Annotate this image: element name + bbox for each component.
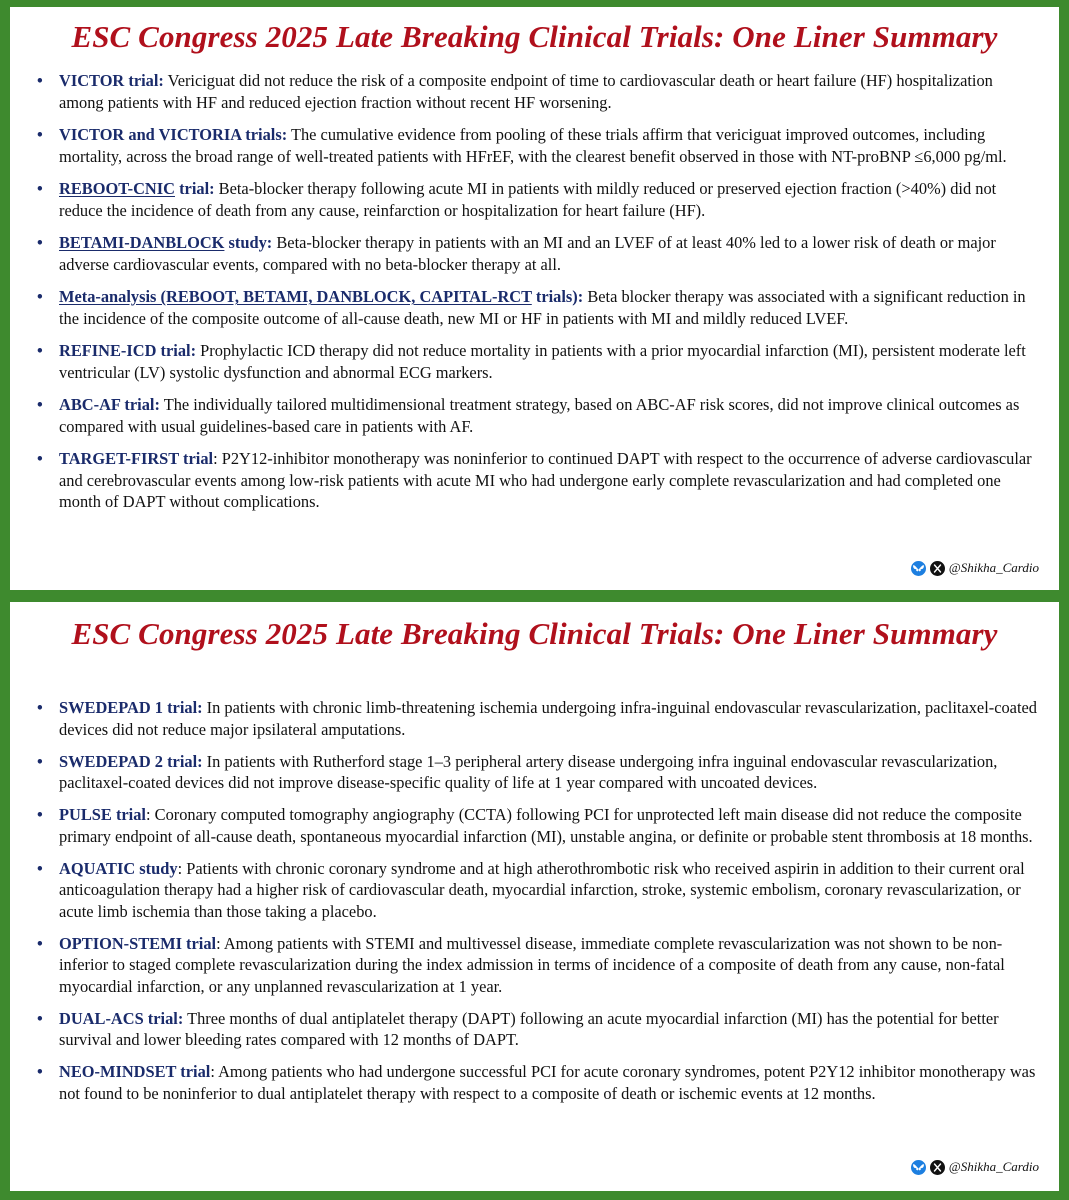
trial-text: : Among patients who had undergone successful PCI for acute coronary syndromes, potent P2Y12 inhibitor monotherapy was not found to be noninferior to dual antiplatelet therapy with respect to a composite of death or ischemic events at 12 months. xyxy=(59,1062,1036,1103)
trial-text: Beta-blocker therapy following acute MI in patients with mildly reduced or preserved ejection fraction (>40%) did not reduce the incidence of death from any cause, reinfarction or hospitalization for heart failure (HF). xyxy=(59,179,997,220)
list-item xyxy=(10,340,1059,383)
list-item xyxy=(10,858,1059,923)
bullet-icon: • xyxy=(37,1008,43,1028)
x-icon xyxy=(930,561,945,576)
bullet-icon: • xyxy=(37,395,43,414)
trial-suffix: trials): xyxy=(531,287,584,306)
bullet-icon: • xyxy=(37,858,43,878)
bullet-icon: • xyxy=(37,233,43,252)
list-item xyxy=(10,804,1059,847)
trial-name: VICTOR xyxy=(59,71,125,90)
trial-text: : Coronary computed tomography angiography (CCTA) following PCI for unprotected left main disease did not reduce the composite primary endpoint of all-cause death, spontaneous myocardial infarction (MI), unstable angina, or definite or probable stent thrombosis at 18 months. xyxy=(59,805,1033,846)
trial-text: : Patients with chronic coronary syndrome and at high atherothrombotic risk who received aspirin in addition to their current oral anticoagulation therapy had a higher risk of cardiovascular death, myocardial infarction, stroke, systemic embolism, coronary revascularization, or acute limb ischemia than those taking a placebo. xyxy=(59,858,1025,921)
trial-text: Vericiguat did not reduce the risk of a composite endpoint of time to cardiovascular death or heart failure (HF) hospitalization among patients with HF and reduced ejection fraction without recent HF worsening. xyxy=(59,71,993,112)
trial-suffix: trial xyxy=(178,449,214,468)
trial-suffix: trial: xyxy=(162,698,203,717)
bullet-icon: • xyxy=(37,341,43,360)
bluesky-icon xyxy=(911,1160,926,1175)
trial-name: ABC-AF xyxy=(59,395,121,414)
bluesky-icon xyxy=(911,561,926,576)
trial-name: REBOOT-CNIC xyxy=(59,179,175,198)
list-item xyxy=(10,286,1059,329)
trial-name: PULSE xyxy=(59,805,112,824)
summary-panel-2 xyxy=(10,602,1059,1191)
panel-title: ESC Congress 2025 Late Breaking Clinical Trials: One Liner Summary xyxy=(71,19,998,54)
trial-text: The individually tailored multidimensional treatment strategy, based on ABC-AF risk scores, did not improve clinical outcomes as compared with usual guidelines-based care in patients with AF. xyxy=(59,395,1020,436)
trial-name: OPTION-STEMI xyxy=(59,933,182,953)
trial-text: Beta blocker therapy was associated with a significant reduction in the incidence of the composite outcome of all-cause death, new MI or HF in patients with MI and mildly reduced LVEF. xyxy=(59,287,1026,328)
bullet-icon: • xyxy=(37,125,43,144)
trial-text: The cumulative evidence from pooling of these trials affirm that vericiguat improved outcomes, including mortality, across the broad range of well-treated patients with HFrEF, with the clearest benefit observed in those with NT-proBNP ≤6,000 pg/ml. xyxy=(59,125,1007,166)
credit-handle: @Shikha_Cardio xyxy=(948,1159,1039,1174)
x-icon xyxy=(930,1160,945,1175)
trial-suffix: study: xyxy=(224,233,273,252)
summary-panel-1 xyxy=(10,7,1059,590)
trial-suffix: trial: xyxy=(162,751,203,771)
trial-suffix: trial: xyxy=(156,341,197,360)
credit-handle: @Shikha_Cardio xyxy=(948,560,1039,575)
trial-name: VICTOR and VICTORIA xyxy=(59,125,242,144)
panel-title: ESC Congress 2025 Late Breaking Clinical Trials: One Liner Summary xyxy=(71,616,998,651)
trial-text: Prophylactic ICD therapy did not reduce mortality in patients with a prior myocardial infarction (MI), persistent moderate left ventricular (LV) systolic dysfunction and abnormal ECG markers. xyxy=(59,341,1026,382)
list-item xyxy=(10,124,1059,167)
trial-text: In patients with Rutherford stage 1–3 peripheral artery disease undergoing infra inguinal endovascular revascularization, paclitaxel-coated devices did not improve disease-specific quality of life at 1 year compared with uncoated devices. xyxy=(59,751,998,792)
trial-suffix: trial: xyxy=(174,179,215,198)
trial-suffix: trial xyxy=(111,805,146,824)
trial-name: SWEDEPAD 1 xyxy=(59,698,163,717)
trial-text: : P2Y12-inhibitor monotherapy was noninferior to continued DAPT with respect to the occurrence of adverse cardiovascular and cerebrovascular events among low-risk patients with acute MI who had undergone early complete revascularization and had completed one month of DAPT without complications. xyxy=(59,449,1032,511)
list-item xyxy=(10,178,1059,221)
trial-suffix: trial: xyxy=(143,1008,184,1028)
trial-name: TARGET-FIRST xyxy=(59,449,179,468)
trial-text: Three months of dual antiplatelet therapy (DAPT) following an acute myocardial infarction (MI) has the potential for better survival and lower bleeding rates compared with 12 months of DAPT. xyxy=(59,1008,999,1049)
list-item xyxy=(10,697,1059,740)
trial-suffix: study xyxy=(135,858,178,878)
trial-list xyxy=(10,697,1059,1104)
bullet-icon: • xyxy=(37,751,43,771)
trial-name: Meta-analysis (REBOOT, BETAMI, DANBLOCK, CAPITAL-RCT xyxy=(59,287,532,306)
bullet-icon: • xyxy=(37,179,43,198)
list-item xyxy=(10,394,1059,437)
trial-name: BETAMI-DANBLOCK xyxy=(59,233,225,252)
list-item xyxy=(10,232,1059,275)
list-item xyxy=(10,1061,1059,1104)
trial-text: : Among patients with STEMI and multivessel disease, immediate complete revascularization was not shown to be non-inferior to staged complete revascularization during the index admission in terms of incidence of a composite of death from any cause, non-fatal myocardial infarction, or any unplanned revascularization at 1 year. xyxy=(59,933,1005,996)
trial-name: REFINE-ICD xyxy=(59,341,157,360)
bullet-icon: • xyxy=(37,933,43,953)
bullet-icon: • xyxy=(37,805,43,824)
list-item xyxy=(10,70,1059,113)
bullet-icon: • xyxy=(37,71,43,90)
trial-suffix: trials: xyxy=(241,125,288,144)
list-item xyxy=(10,1008,1059,1051)
trial-text: In patients with chronic limb-threatening ischemia undergoing infra-inguinal endovascular revascularization, paclitaxel-coated devices did not reduce major ipsilateral amputations. xyxy=(59,698,1037,739)
trial-suffix: trial: xyxy=(120,395,160,414)
trial-suffix: trial: xyxy=(124,71,164,90)
list-item xyxy=(10,448,1059,513)
trial-suffix: trial xyxy=(176,1062,211,1081)
bullet-icon: • xyxy=(37,449,43,468)
bullet-icon: • xyxy=(37,698,43,717)
trial-name: DUAL-ACS xyxy=(59,1008,144,1028)
author-credit xyxy=(911,1159,1039,1175)
trial-list xyxy=(10,70,1059,513)
bullet-icon: • xyxy=(37,1062,43,1081)
author-credit xyxy=(911,560,1039,576)
bullet-icon: • xyxy=(37,287,43,306)
list-item xyxy=(10,751,1059,794)
trial-name: NEO-MINDSET xyxy=(59,1062,177,1081)
trial-text: Beta-blocker therapy in patients with an MI and an LVEF of at least 40% led to a lower risk of death or major adverse cardiovascular events, compared with no beta-blocker therapy at all. xyxy=(59,233,996,274)
list-item xyxy=(10,933,1059,998)
trial-name: SWEDEPAD 2 xyxy=(59,751,163,771)
trial-suffix: trial xyxy=(181,933,217,953)
trial-name: AQUATIC xyxy=(59,858,136,878)
